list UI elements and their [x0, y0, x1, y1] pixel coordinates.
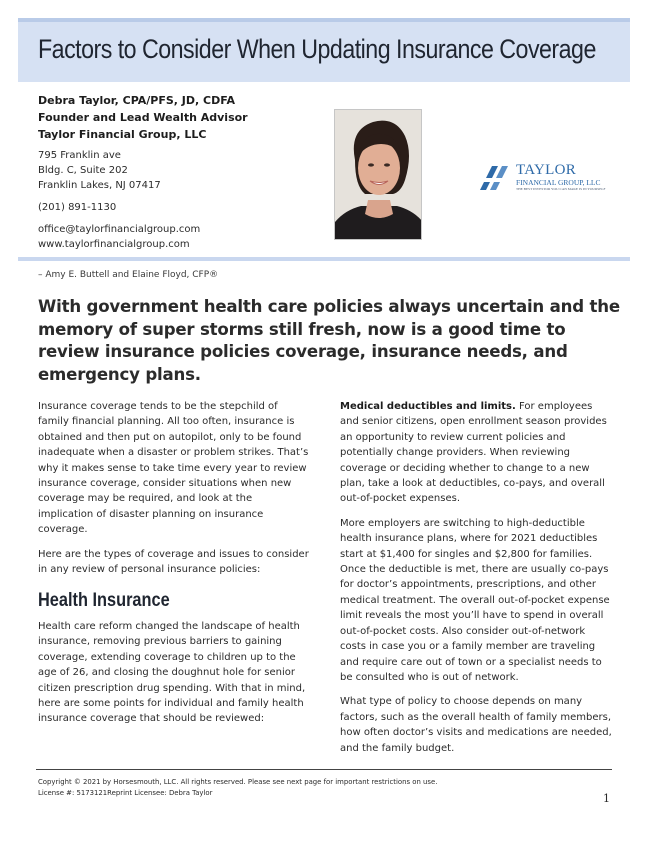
portrait-image: [335, 110, 422, 240]
advisor-role: Founder and Lead Wealth Advisor: [38, 111, 248, 124]
company-logo: [478, 160, 608, 194]
advisor-contact: [38, 222, 298, 252]
logo-subtitle: FINANCIAL GROUP, LLC: [516, 178, 601, 187]
advisor-website[interactable]: www.taylorfinancialgroup.com: [38, 239, 190, 250]
advisor-block: [38, 92, 298, 252]
address-line-1: 795 Franklin ave: [38, 150, 121, 161]
advisor-name: Debra Taylor, CPA/PFS, JD, CDFA: [38, 94, 235, 107]
logo-name: TAYLOR: [516, 162, 577, 178]
advisor-phone: (201) 891-1130: [38, 202, 117, 213]
copyright-notice: Copyright © 2021 by Horsesmouth, LLC. All rights reserved. Please see next page for important restrictions on use.: [38, 778, 438, 786]
section-heading-health-insurance: Health Insurance: [38, 590, 170, 612]
article-lead: With government health care policies always uncertain and the memory of super storms still fresh, now is a good time to review insurance policies coverage, insurance needs, and emergency plans.: [38, 297, 620, 384]
advisor-photo: [334, 109, 422, 240]
paragraph-deductibles: [340, 399, 612, 507]
title-band: [18, 18, 630, 82]
footer: [38, 777, 437, 799]
article-authors: – Amy E. Buttell and Elaine Floyd, CFP®: [38, 270, 219, 280]
license-notice: License #: 5173121Reprint Licensee: Debra Taylor: [38, 789, 213, 797]
page-title: Factors to Consider When Updating Insurance Coverage: [38, 34, 596, 64]
deductibles-lead-in: Medical deductibles and limits.: [340, 401, 516, 412]
header-divider: [18, 257, 630, 261]
paragraph-health-reform: Health care reform changed the landscape of health insurance, removing previous barriers to gaining coverage, extending coverage to children up to the age of 26, and closing the doughnut hole for senior citizen prescription drug spending. With that in mind, here are some points for individual and family health insurance coverage that should be reviewed:: [38, 620, 306, 725]
paragraph-high-deductible: More employers are switching to high-deductible health insurance plans, where for 2021 deductibles start at $1,400 for singles and $2,800 for families. Once the deductible is met, there are usually co-pays for doctor’s appointments, prescriptions, and other medical treatment. The overall out-of-pocket expense limit reveals the most you’ll have to spend in overall out-of-pocket costs. Also consider out-of-network costs in case you or a family member are traveling and require care out of town or a specialist needs to be consulted who is out of network.: [340, 517, 610, 683]
advisor-address: [38, 148, 298, 193]
page-number: 1: [603, 792, 610, 805]
advisor-email[interactable]: office@taylorfinancialgroup.com: [38, 224, 201, 235]
advisor-firm: Taylor Financial Group, LLC: [38, 128, 207, 141]
footer-divider: [36, 769, 612, 770]
address-line-3: Franklin Lakes, NJ 07417: [38, 180, 161, 191]
paragraph-policy-choice: What type of policy to choose depends on many factors, such as the overall health of family members, how often doctor’s visits and medications are needed, and the family budget.: [340, 696, 612, 754]
left-column: [38, 399, 310, 736]
right-column: [340, 399, 612, 765]
logo-mark-icon: [478, 162, 514, 192]
address-line-2: Bldg. C, Suite 202: [38, 165, 128, 176]
paragraph-intro: Insurance coverage tends to be the stepchild of family financial planning. All too often, insurance is obtained and then put on autopilot, only to be found inadequate when a disaster or problem strikes. That’s why it makes sense to take time every year to review insurance coverage, consider situations when new coverage may be required, and look at the implication of disaster planning on insurance coverage.: [38, 401, 309, 536]
logo-tagline: THE BEST INVESTOR YOU CAN MAKE IS IN YOURSELF: [516, 187, 606, 191]
paragraph-coverage-types: Here are the types of coverage and issues to consider in any review of personal insurance policies:: [38, 548, 309, 576]
deductibles-text: For employees and senior citizens, open enrollment season provides an opportunity to review current policies and potentially change providers. When reviewing coverage or deciding whether to change to a new plan, take a look at deductibles, co-pays, and overall out-of-pocket expenses.: [340, 401, 607, 505]
